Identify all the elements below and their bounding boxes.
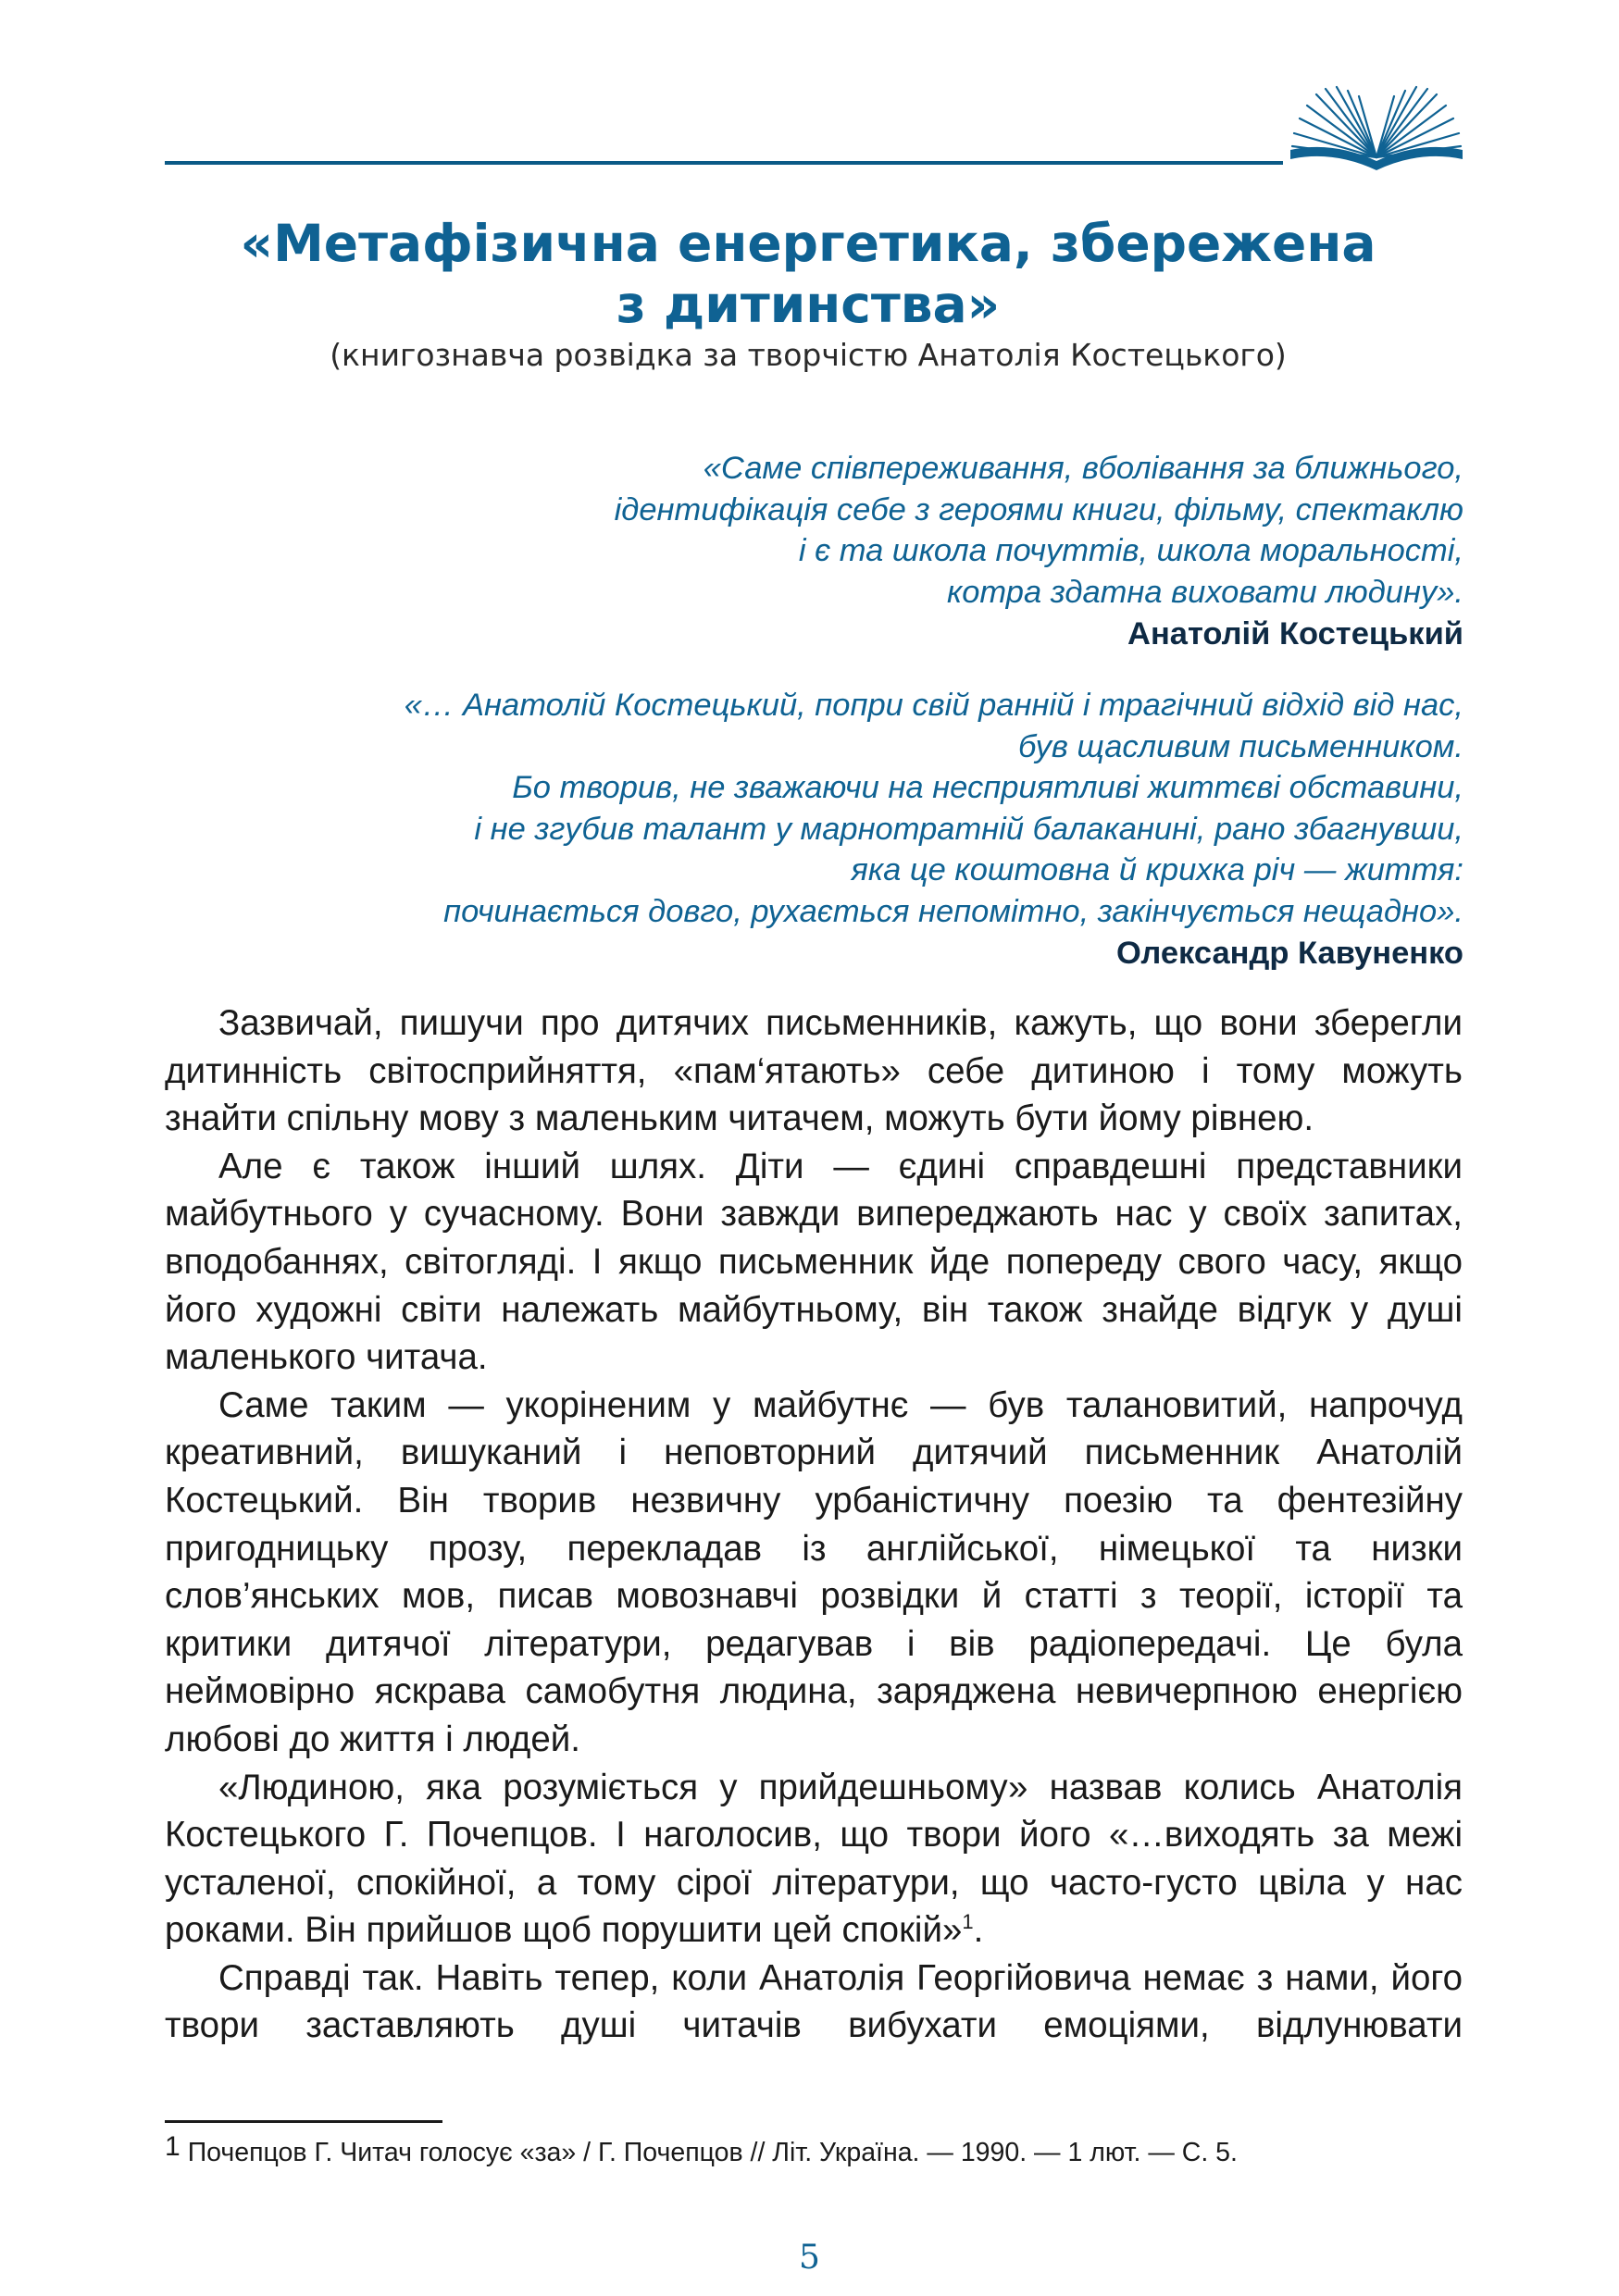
body-paragraph: «Людиною, яка розуміється у прийдешньому» назвав колись Анатолія Костецького Г. Почепцов. І наголосив, що твори його «…виходять за межі усталеної, спокійної, а тому сірої літератури, що часто-густо цвіла у нас роками. Він прийшов щоб порушити цей спокій»$^1$. [165, 1767, 1463, 1951]
article-subtitle: (книгознавча розвідка за творчістю Анатолія Костецького) [330, 337, 1287, 373]
epigraph-1 [615, 448, 1463, 655]
open-book-icon [1289, 85, 1464, 174]
header-rule [165, 161, 1283, 165]
epigraph-line: яка це коштовна й крихка річ — життя: [851, 852, 1463, 887]
epigraph-author: Олександр Кавуненко [1116, 936, 1463, 971]
footnote [165, 2128, 1463, 2171]
epigraph-line: Бо творив, не зважаючи на несприятливі життєві обставини, [512, 770, 1463, 805]
epigraph-line: був щасливим письменником. [1017, 728, 1463, 764]
footnote-reference[interactable]: 1 [962, 1910, 974, 1934]
epigraph-line: «… Анатолій Костецький, попри свій ранній і трагічний відхід від нас, [404, 688, 1463, 723]
epigraph-line: і є та школа почуттів, школа моральності, [798, 533, 1463, 568]
epigraph-2 [405, 685, 1463, 974]
body-paragraph: Зазвичай, пишучи про дитячих письменників, кажуть, що вони зберегли дитинність світосприйняття, «пам‘ятають» себе дитиною і тому можуть знайти спільну мову з маленьким читачем, можуть бути йому рівнею. [165, 1003, 1463, 1139]
body-paragraph-text: «Людиною, яка розуміється у прийдешньому» назвав колись Анатолія Костецького Г. Почепцов. І наголосив, що твори його «…виходять за межі усталеної, спокійної, а тому сірої літератури, що часто-густо цвіла у нас роками. Він прийшов щоб порушити цей спокій» [165, 1767, 1463, 1951]
article-title-line-1: «Метафізична енергетика, збережена [240, 214, 1376, 273]
footnote-rule [165, 2120, 442, 2123]
footnote-text: Почепцов Г. Читач голосує «за» / Г. Почепцов // Літ. Україна. — 1990. — 1 лют. — С. 5. [187, 2138, 1238, 2167]
epigraph-line: і не згубив талант у марнотратній балаканині, рано збагнувши, [474, 811, 1463, 847]
epigraph-line: «Саме співпереживання, вболівання за ближнього, [703, 451, 1463, 486]
article-title-line-2: з дитинства» [616, 275, 1001, 334]
article-body [165, 999, 1463, 2050]
body-paragraph: Але є також інший шлях. Діти — єдині справдешні представники майбутнього у сучасному. Вони завжди випереджають нас у своїх запитах, вподобаннях, світогляді. І якщо письменник йде попереду свого часу, якщо його художні світи належать майбутньому, він також знайде відгук у душі маленького читача. [165, 1146, 1463, 1378]
epigraph-line: ідентифікація себе з героями книги, фільму, спектаклю [614, 491, 1463, 527]
epigraph-line: починається довго, рухається непомітно, закінчується нещадно». [443, 893, 1463, 929]
body-paragraph: Справді так. Навіть тепер, коли Анатолія Георгійовича немає з нами, його твори заставляють душі читачів вибухати емоціями, відлунювати [165, 1957, 1463, 2046]
epigraph-author: Анатолій Костецький [1127, 616, 1463, 652]
body-paragraph: Саме таким — укоріненим у майбутнє — був талановитий, напрочуд креативний, вишуканий і неповторний дитячий письменник Анатолій Костецький. Він творив незвичну урбаністичну поезію та фентезійну пригодницьку прозу, перекладав із англійської, німецької та низки слов’янських мов, писав мовознавчі розвідки й статті з теорії, історії та критики дитячої літератури, редагував і вів радіопередачі. Це була неймовірно яскрава самобутня людина, заряджена невичерпною енергією любові до життя і людей. [165, 1384, 1463, 1759]
epigraph-line: котра здатна виховати людину». [946, 574, 1463, 610]
footnote-mark: 1 [165, 2131, 181, 2162]
page-number: 5 [799, 2239, 820, 2277]
